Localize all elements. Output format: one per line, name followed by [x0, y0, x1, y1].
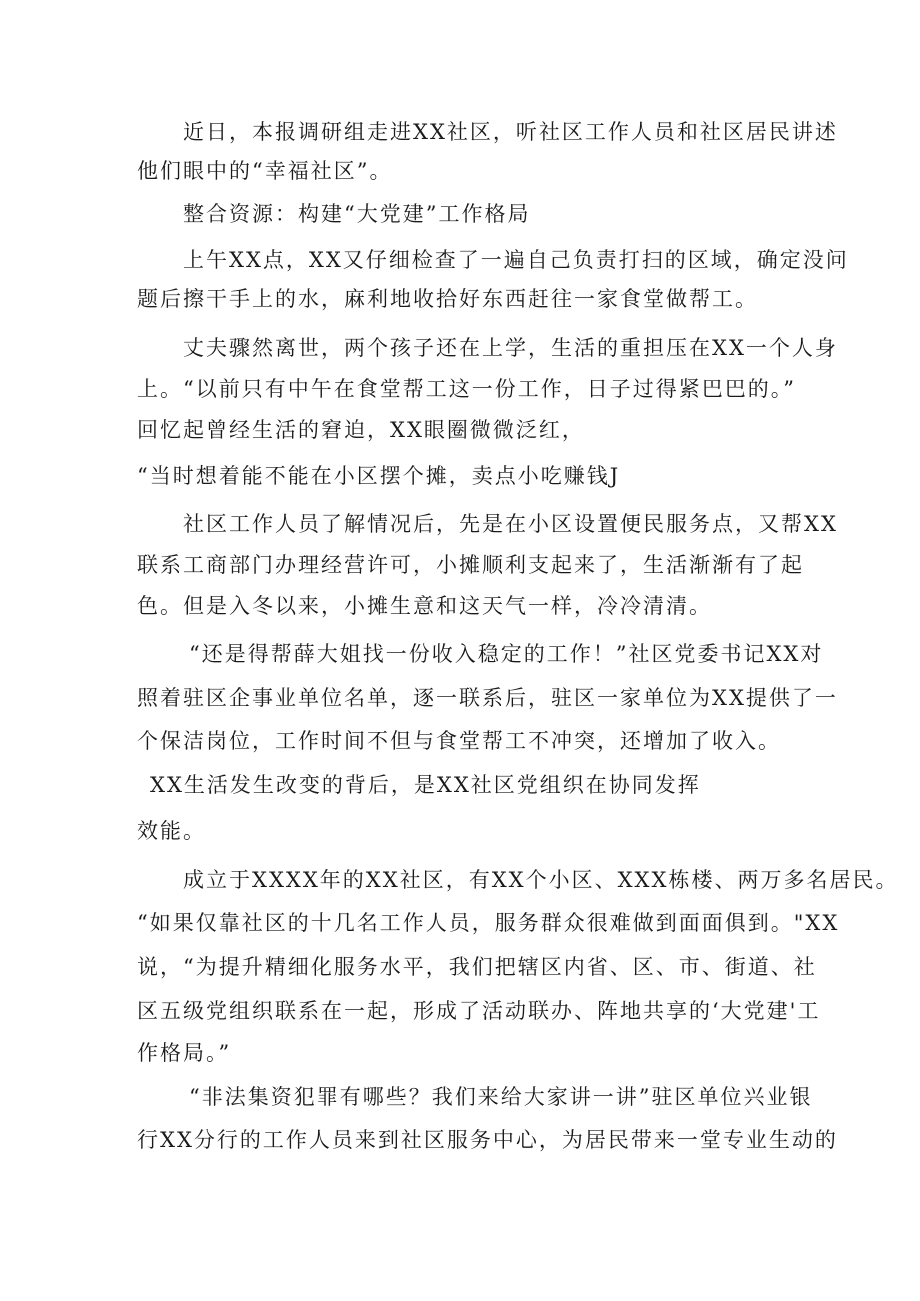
- paragraph-1-line-2: 他们眼中的“幸福社区”。: [137, 159, 393, 183]
- paragraph-7-line-4: 区五级党组织联系在一起，形成了活动联办、阵地共享的‘大党建'工: [137, 999, 821, 1023]
- paragraph-6-line-2: 效能。: [137, 819, 206, 843]
- paragraph-4-line-1: 社区工作人员了解情况后，先是在小区设置便民服务点，又帮XX: [183, 512, 838, 536]
- paragraph-1-line-1: 近日，本报调研组走进XX社区，听社区工作人员和社区居民讲述: [183, 120, 838, 144]
- paragraph-7-line-5: 作格局。”: [137, 1041, 232, 1065]
- paragraph-8-line-1: “非法集资犯罪有哪些？我们来给大家讲一讲”驻区单位兴业银: [189, 1085, 813, 1109]
- paragraph-2-line-2: 题后擦干手上的水，麻利地收拾好东西赶往一家食堂做帮工。: [137, 287, 758, 311]
- paragraph-7-line-1: 成立于XXXX年的XX社区，有XX个小区、XXX栋楼、两万多名居民。: [183, 868, 899, 892]
- paragraph-6-line-1: XX生活发生改变的背后，是XX社区党组织在协同发挥: [150, 773, 701, 797]
- section-heading: 整合资源：构建“大党建”工作格局: [183, 202, 531, 226]
- paragraph-3-line-3: 回忆起曾经生活的窘迫，XX眼圈微微泛红，: [137, 418, 585, 442]
- paragraph-3-line-1: 丈夫骤然离世，两个孩子还在上学，生活的重担压在XX一个人身: [183, 336, 838, 360]
- paragraph-4-line-2: 联系工商部门办理经营许可，小摊顺利支起来了，生活渐渐有了起: [137, 553, 804, 577]
- paragraph-3-line-4: “当时想着能不能在小区摆个摊，卖点小吃赚钱J: [137, 464, 621, 488]
- paragraph-5-line-2: 照着驻区企事业单位名单，逐一联系后，驻区一家单位为XX提供了一: [137, 686, 838, 710]
- paragraph-8-line-2: 行XX分行的工作人员来到社区服务中心，为居民带来一堂专业生动的: [137, 1128, 838, 1152]
- paragraph-7-line-3: 说，“为提升精细化服务水平，我们把辖区内省、区、市、街道、社: [137, 955, 817, 979]
- paragraph-4-line-3: 色。但是入冬以来，小摊生意和这天气一样，冷冷清清。: [137, 594, 712, 618]
- paragraph-5-line-1: “还是得帮薛大姐找一份收入稳定的工作！”社区党委书记XX对: [189, 642, 824, 666]
- paragraph-2-line-1: 上午XX点，XX又仔细检查了一遍自己负责打扫的区域，确定没问: [183, 248, 849, 272]
- paragraph-5-line-3: 个保洁岗位，工作时间不但与食堂帮工不冲突，还增加了收入。: [137, 729, 781, 753]
- paragraph-3-line-2: 上。“以前只有中午在食堂帮工这一份工作，日子过得紧巴巴的。”: [137, 377, 796, 401]
- paragraph-7-line-2: “如果仅靠社区的十几名工作人员，服务群众很难做到面面俱到。"XX: [137, 911, 840, 935]
